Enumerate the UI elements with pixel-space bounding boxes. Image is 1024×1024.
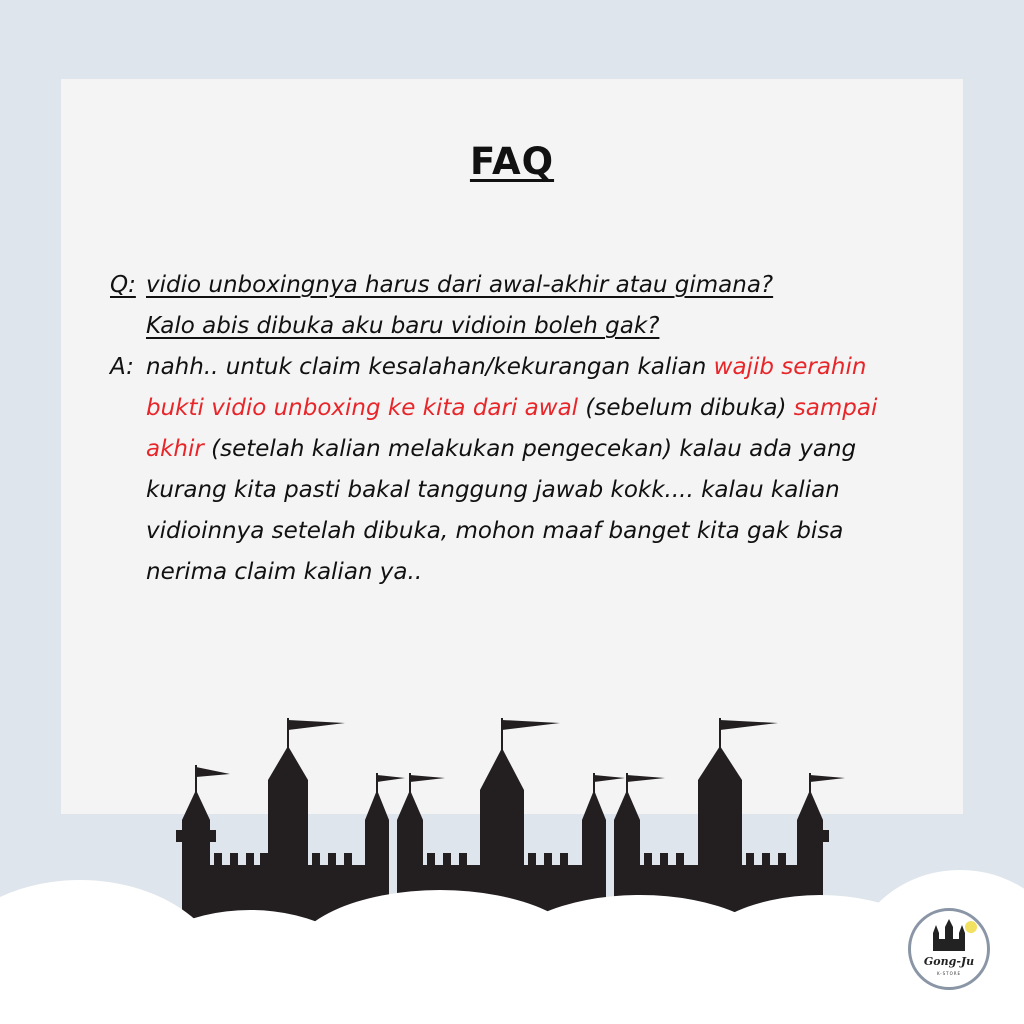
answer-text <box>146 347 910 593</box>
store-logo <box>908 908 990 990</box>
question-line-1 <box>110 265 910 306</box>
castle-cloud-illustration <box>0 690 1024 1024</box>
faq-entry <box>110 265 910 593</box>
question-text-1: vidio unboxingnya harus dari awal-akhir atau gimana? <box>146 272 774 298</box>
answer <box>110 347 910 593</box>
answer-prefix: A: <box>110 354 134 380</box>
page-title: FAQ <box>469 140 555 183</box>
answer-segment: (sebelum dibuka) <box>578 395 794 421</box>
answer-segment: nahh.. untuk claim kesalahan/kekurangan kalian <box>146 354 714 380</box>
answer-highlight: sampai akhir <box>146 395 878 462</box>
question-line-2 <box>110 306 910 347</box>
logo-subtitle: K-STORE <box>936 971 962 976</box>
logo-name: Gong-Ju <box>923 955 975 968</box>
answer-highlight: wajib serahin bukti vidio unboxing ke kita dari awal <box>146 354 867 421</box>
question-text-2: Kalo abis dibuka aku baru vidioin boleh gak? <box>146 313 660 339</box>
question-prefix: Q: <box>110 272 136 298</box>
answer-segment: (setelah kalian melakukan pengecekan) kalau ada yang kurang kita pasti bakal tanggung jawab kokk.... kalau kalian vidioinnya setelah dibuka, mohon maaf banget kita gak bisa nerima claim kalian ya.. <box>146 436 857 585</box>
